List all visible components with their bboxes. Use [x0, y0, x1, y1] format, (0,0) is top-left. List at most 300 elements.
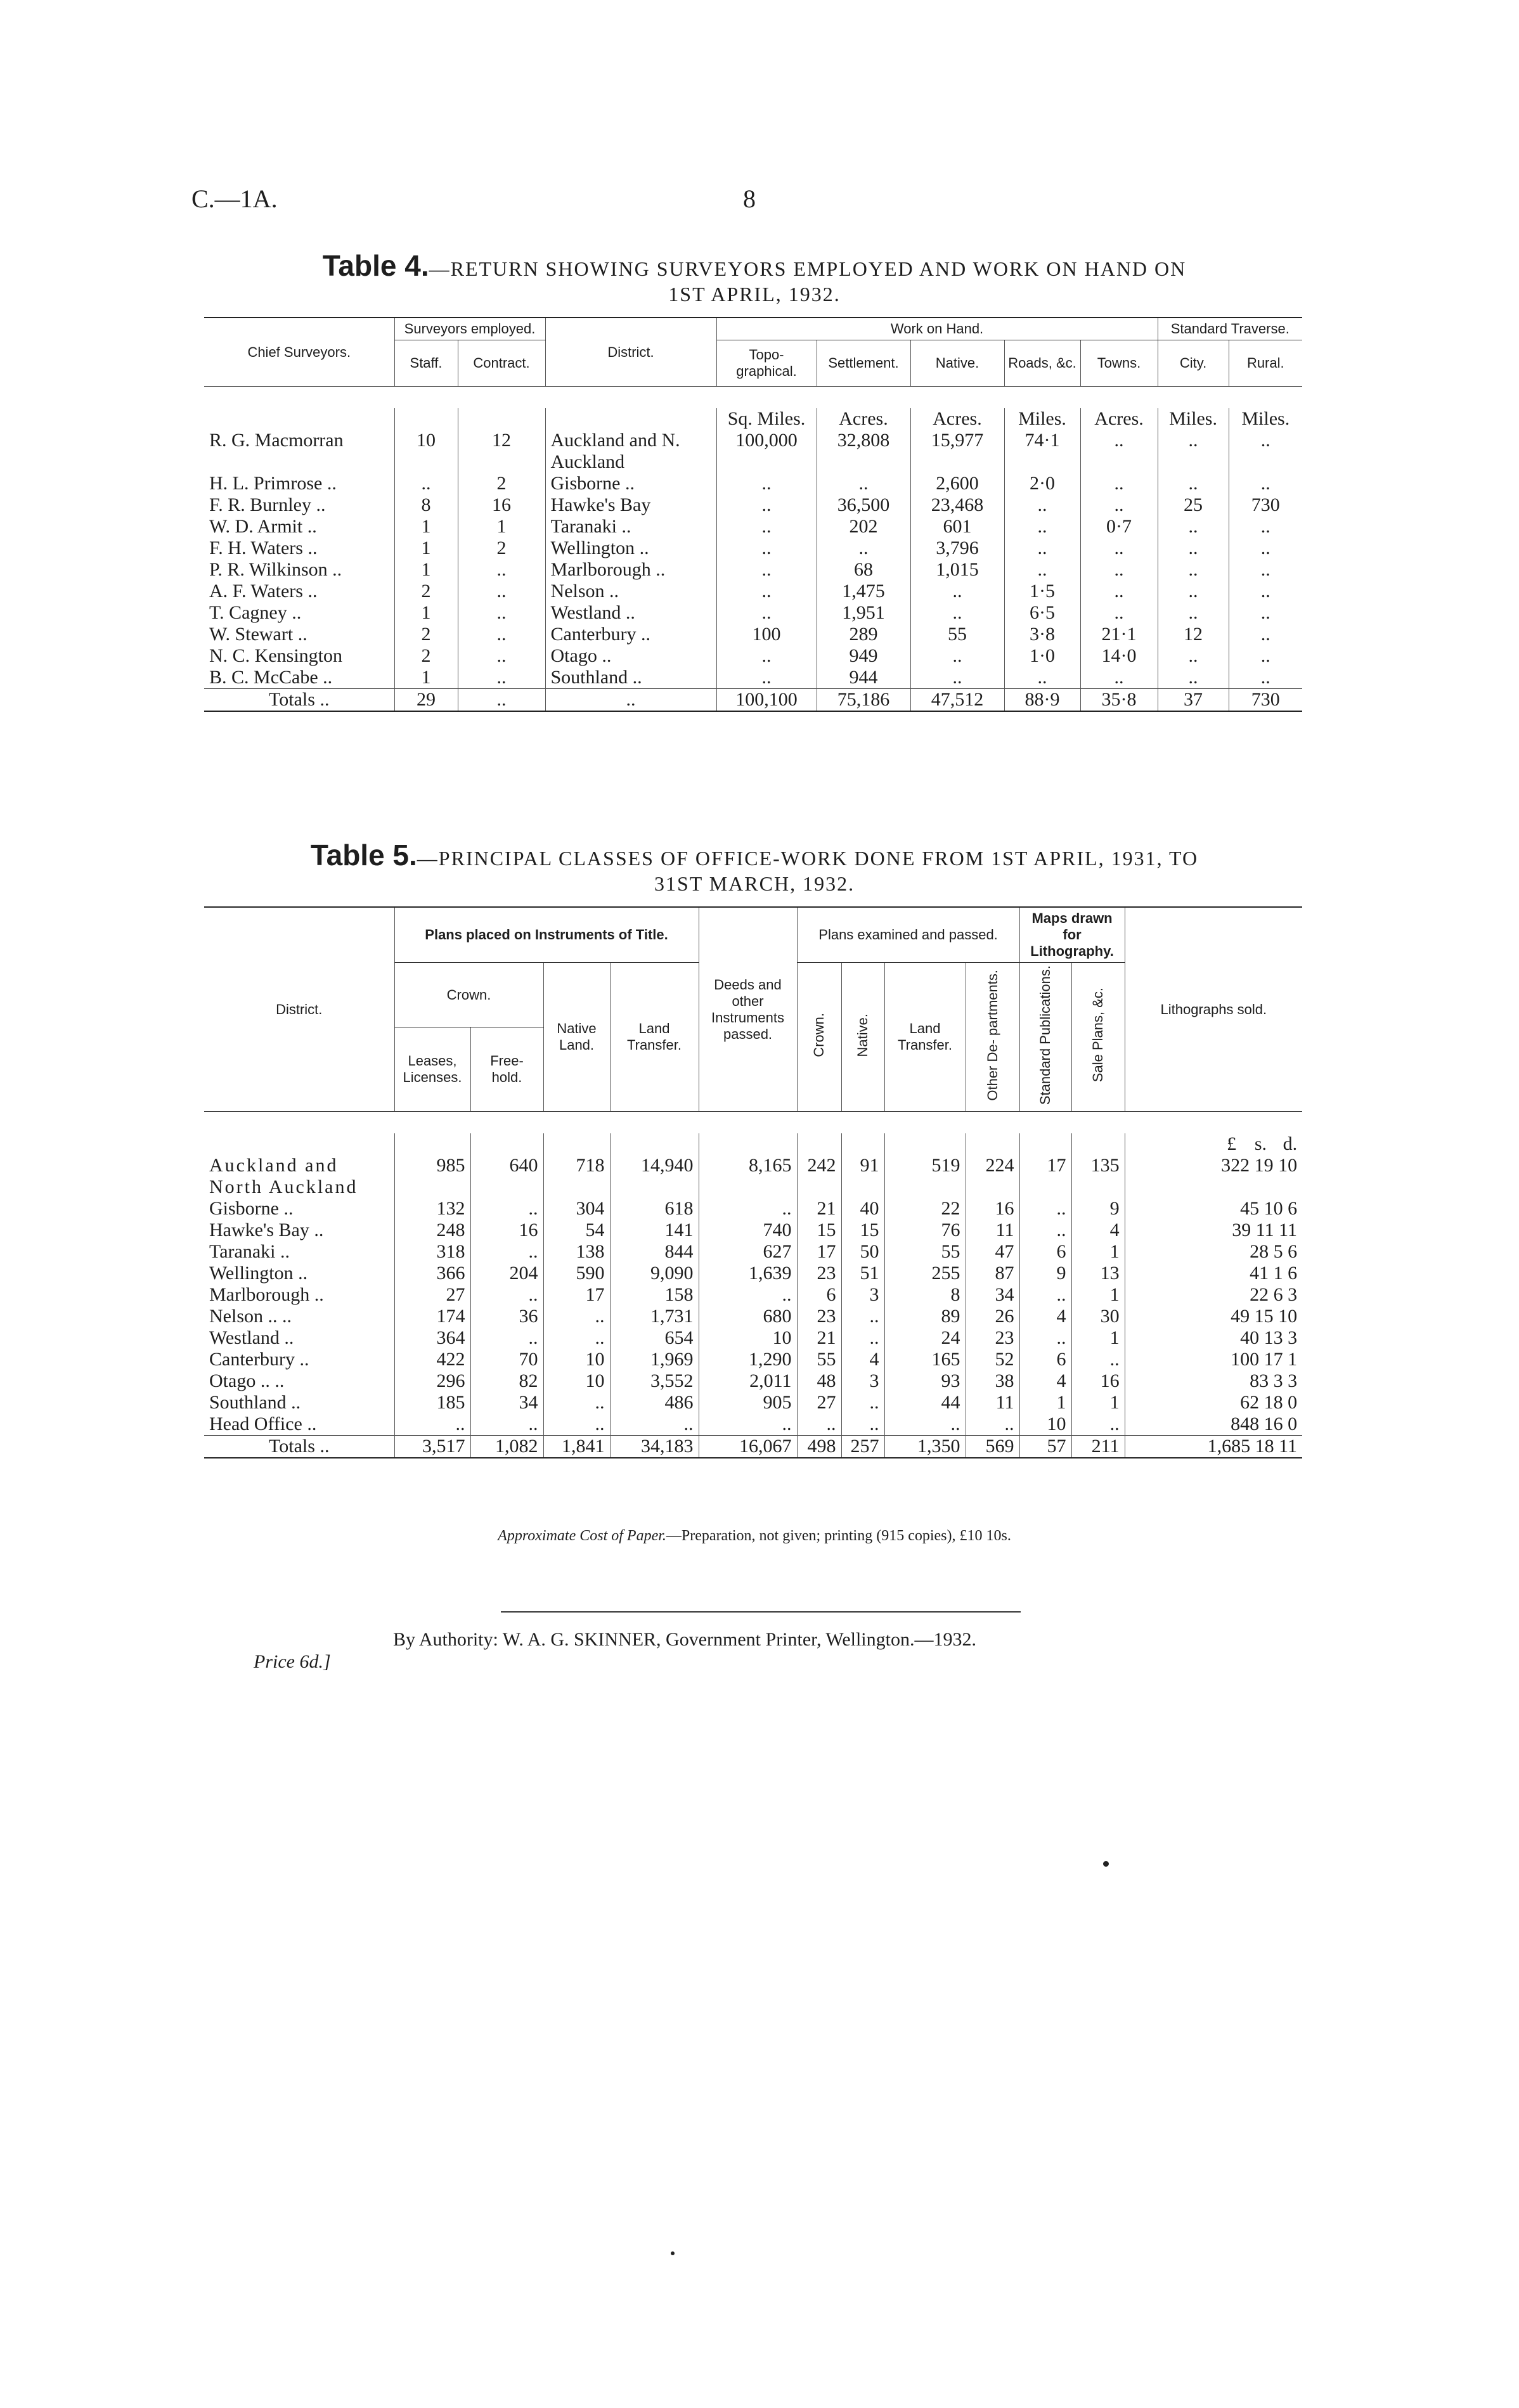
table5-cell: 132	[394, 1198, 470, 1220]
col-plans-placed: Plans placed on Instruments of Title.	[394, 907, 699, 963]
table4-row	[204, 624, 1302, 645]
table5-cell: 28 5 6	[1125, 1241, 1302, 1263]
table5-row	[204, 1392, 1302, 1413]
table4-cell: 202	[817, 516, 910, 538]
table4-cell: ..	[1004, 667, 1080, 689]
table4-cell: 1,951	[817, 602, 910, 624]
table4-cell: ..	[1229, 430, 1302, 473]
table4-title	[190, 248, 1319, 306]
col-sale-plans-label: Sale Plans, &c.	[1090, 988, 1106, 1083]
table5-cell: ..	[1071, 1349, 1125, 1370]
table4-cell: 1	[394, 516, 458, 538]
table5-total-cell: 498	[797, 1436, 841, 1458]
table4-cell: 1	[394, 538, 458, 559]
table4-body	[204, 387, 1302, 712]
table4-cell: 36,500	[817, 494, 910, 516]
table5-cell: ..	[610, 1413, 699, 1436]
table5-total-cell: 34,183	[610, 1436, 699, 1458]
table4-total-cell: 29	[394, 689, 458, 712]
table5-total-cell: Totals ..	[204, 1436, 394, 1458]
table5-cell: 9,090	[610, 1263, 699, 1284]
table4-cell: ..	[910, 667, 1004, 689]
col-deeds: Deeds and other Instruments passed.	[699, 907, 797, 1112]
table4-cell: 3·8	[1004, 624, 1080, 645]
table5-row	[204, 1413, 1302, 1436]
table5-cell: 8	[884, 1284, 966, 1306]
table4-cell: 14·0	[1080, 645, 1158, 667]
table4-title-line2: 1ST APRIL, 1932.	[668, 283, 841, 306]
table4-cell: Auckland and N. Auckland	[545, 430, 716, 473]
table4-cell: 2	[394, 581, 458, 602]
table5-cell: 30	[1071, 1306, 1125, 1327]
table4-cell: 8	[394, 494, 458, 516]
unit-label: Acres.	[910, 408, 1004, 430]
unit-label: Sq. Miles.	[716, 408, 817, 430]
table4-cell: ..	[1229, 516, 1302, 538]
table4-cell: 74·1	[1004, 430, 1080, 473]
table4-cell: ..	[1229, 624, 1302, 645]
table4-cell: 6·5	[1004, 602, 1080, 624]
table5-cell: 1,969	[610, 1349, 699, 1370]
units-cell-blank	[204, 408, 394, 430]
col-lithographs: Lithographs sold.	[1125, 907, 1302, 1112]
table4-row	[204, 667, 1302, 689]
table4-cell: 1,015	[910, 559, 1004, 581]
col-land-transfer: Land Transfer.	[610, 963, 699, 1112]
table5-cell: 486	[610, 1392, 699, 1413]
table4-cell: ..	[1004, 494, 1080, 516]
units-cell-blank	[394, 1133, 470, 1155]
table5-total-cell: 1,685 18 11	[1125, 1436, 1302, 1458]
table4-cell: Wellington ..	[545, 538, 716, 559]
table5-spacer-row	[204, 1112, 1302, 1134]
table5-cell: 48	[797, 1370, 841, 1392]
col-roads: Roads, &c.	[1004, 340, 1080, 387]
table5-cell: 100 17 1	[1125, 1349, 1302, 1370]
table5-cell: 6	[1019, 1349, 1071, 1370]
table4-cell: T. Cagney ..	[209, 602, 302, 623]
col-standard-traverse: Standard Traverse.	[1158, 318, 1302, 340]
col-staff: Staff.	[394, 340, 458, 387]
col-chief-surveyors: Chief Surveyors.	[204, 318, 394, 387]
table4-row	[204, 516, 1302, 538]
table5-cell: Southland ..	[209, 1392, 301, 1413]
table4-cell: 949	[817, 645, 910, 667]
table5-cell: ..	[841, 1327, 884, 1349]
table4-cell: 3,796	[910, 538, 1004, 559]
col-crown: Crown.	[394, 963, 543, 1027]
unit-label: Acres.	[1080, 408, 1158, 430]
table4-cell: ..	[1080, 430, 1158, 473]
table5-cell: 11	[966, 1392, 1019, 1413]
table4-cell: ..	[1158, 430, 1229, 473]
col-native-examined	[841, 963, 884, 1112]
table4-cell: ..	[394, 473, 458, 494]
col-standard-publications	[1019, 963, 1071, 1112]
table4-cell: Otago ..	[545, 645, 716, 667]
table5-cell: 1,731	[610, 1306, 699, 1327]
table4-cell: Marlborough ..	[545, 559, 716, 581]
table5-cell: 93	[884, 1370, 966, 1392]
table5-cell: 1,639	[699, 1263, 797, 1284]
table5-cell: 40	[841, 1198, 884, 1220]
table5-cell: 10	[543, 1370, 610, 1392]
table5-cell: Wellington ..	[209, 1263, 308, 1284]
table4-cell: 32,808	[817, 430, 910, 473]
table5-row	[204, 1198, 1302, 1220]
table5-cell: 627	[699, 1241, 797, 1263]
col-other-departments-label: Other De- partments.	[984, 969, 1000, 1101]
table4-cell: ..	[1080, 538, 1158, 559]
table4-cell: ..	[458, 667, 545, 689]
table5-cell: 640	[470, 1155, 543, 1198]
table5-cell: ..	[841, 1306, 884, 1327]
table4-cell: ..	[1080, 602, 1158, 624]
table5-cell: ..	[884, 1413, 966, 1436]
table5-row	[204, 1370, 1302, 1392]
currency-units	[1125, 1133, 1302, 1155]
table4-row	[204, 430, 1302, 473]
table5-cell: ..	[470, 1241, 543, 1263]
table5-cell: 680	[699, 1306, 797, 1327]
units-cell-blank	[610, 1133, 699, 1155]
table4-cell: Taranaki ..	[545, 516, 716, 538]
table5-cell: 1	[1071, 1284, 1125, 1306]
table4-cell: N. C. Kensington	[209, 645, 342, 666]
table4-title-prefix: Table 4.	[322, 249, 429, 282]
table4-cell: ..	[458, 581, 545, 602]
table4-cell: 2	[394, 624, 458, 645]
table4-cell: 2	[458, 473, 545, 494]
table5-cell: ..	[1071, 1413, 1125, 1436]
table5-cell: 718	[543, 1155, 610, 1198]
table5-cell: 40 13 3	[1125, 1327, 1302, 1349]
table4-total-cell: 47,512	[910, 689, 1004, 712]
table4-cell: ..	[716, 473, 817, 494]
table5-cell: 41 1 6	[1125, 1263, 1302, 1284]
table5-cell: 141	[610, 1220, 699, 1241]
table4-cell: ..	[1080, 667, 1158, 689]
table5-title-rest: —PRINCIPAL CLASSES OF OFFICE-WORK DONE FROM 1ST APRIL, 1931, TO	[417, 847, 1199, 870]
table5-cell: 10	[1019, 1413, 1071, 1436]
table5-cell: 1	[1071, 1327, 1125, 1349]
table5-row	[204, 1349, 1302, 1370]
table5-cell: ..	[543, 1392, 610, 1413]
cost-text: —Preparation, not given; printing (915 copies), £10 10s.	[666, 1528, 1011, 1544]
page-number: 8	[743, 184, 756, 213]
table4-cell: 1	[394, 559, 458, 581]
table4-cell: Southland ..	[545, 667, 716, 689]
table5-units-row	[204, 1133, 1302, 1155]
table4-cell: 2·0	[1004, 473, 1080, 494]
table4-cell: 1·5	[1004, 581, 1080, 602]
col-work-on-hand: Work on Hand.	[716, 318, 1158, 340]
units-cell-blank	[1071, 1133, 1125, 1155]
table4-cell: ..	[1080, 559, 1158, 581]
table5-cell: ..	[470, 1413, 543, 1436]
units-cell-blank	[458, 408, 545, 430]
table5-cell: ..	[699, 1284, 797, 1306]
table4-cell: ..	[1229, 473, 1302, 494]
table4-cell: ..	[1004, 538, 1080, 559]
table4-cell: 1,475	[817, 581, 910, 602]
col-maps-drawn: Maps drawn for Lithography.	[1019, 907, 1125, 963]
table4-cell: 2	[394, 645, 458, 667]
table5-cell: 6	[1019, 1241, 1071, 1263]
table5-cell: 13	[1071, 1263, 1125, 1284]
col-settlement: Settlement.	[817, 340, 910, 387]
table5-cell: 985	[394, 1155, 470, 1198]
table5-cell: 55	[797, 1349, 841, 1370]
table4-row	[204, 494, 1302, 516]
table5	[204, 906, 1302, 1458]
table5-cell: 21	[797, 1198, 841, 1220]
table4-cell: 100	[716, 624, 817, 645]
table4-cell: ..	[1080, 473, 1158, 494]
table5-total-cell: 1,841	[543, 1436, 610, 1458]
table5-cell: 4	[1019, 1306, 1071, 1327]
table5-cell: 22	[884, 1198, 966, 1220]
table4-cell: W. D. Armit ..	[209, 516, 317, 537]
table5-cell: 87	[966, 1263, 1019, 1284]
table5-cell: 76	[884, 1220, 966, 1241]
table4-row	[204, 602, 1302, 624]
table5-cell: 23	[797, 1263, 841, 1284]
currency-unit: s.	[1254, 1133, 1267, 1155]
table5-cell: 62 18 0	[1125, 1392, 1302, 1413]
table5-cell: 54	[543, 1220, 610, 1241]
table5-cell: 185	[394, 1392, 470, 1413]
table5-cell: 17	[797, 1241, 841, 1263]
table4-cell: 944	[817, 667, 910, 689]
currency-unit: d.	[1283, 1133, 1298, 1155]
table5-total-cell: 3,517	[394, 1436, 470, 1458]
table5-cell: 3	[841, 1284, 884, 1306]
table4-cell: B. C. McCabe ..	[209, 667, 333, 688]
document-reference: C.—1A.	[191, 184, 278, 213]
col-land-transfer-examined: Land Transfer.	[884, 963, 966, 1112]
table5-cell: 654	[610, 1327, 699, 1349]
table4-cell: ..	[1158, 538, 1229, 559]
table4-row	[204, 538, 1302, 559]
table5-total-cell: 57	[1019, 1436, 1071, 1458]
table5-cell: 91	[841, 1155, 884, 1198]
table5-total-cell: 257	[841, 1436, 884, 1458]
table4-cell: ..	[910, 602, 1004, 624]
table5-cell: 318	[394, 1241, 470, 1263]
table5-cell: ..	[543, 1413, 610, 1436]
table5-cell: 27	[394, 1284, 470, 1306]
currency-unit: £	[1227, 1133, 1237, 1155]
table4-total-cell: ..	[545, 689, 716, 712]
col-freehold: Free- hold.	[470, 1027, 543, 1112]
table4-cell: ..	[1229, 559, 1302, 581]
col-surveyors-employed: Surveyors employed.	[394, 318, 545, 340]
table5-cell: 82	[470, 1370, 543, 1392]
unit-label: Acres.	[817, 408, 910, 430]
table5-cell: ..	[797, 1413, 841, 1436]
table5-cell: 422	[394, 1349, 470, 1370]
table5-total-cell: 569	[966, 1436, 1019, 1458]
table5-cell: ..	[470, 1198, 543, 1220]
table5-cell: 4	[841, 1349, 884, 1370]
units-cell-blank	[543, 1133, 610, 1155]
table4-cell: ..	[716, 645, 817, 667]
unit-label: Miles.	[1158, 408, 1229, 430]
table5-cell: 16	[966, 1198, 1019, 1220]
table5-cell: ..	[1019, 1198, 1071, 1220]
table5-cell: 36	[470, 1306, 543, 1327]
col-other-departments	[966, 963, 1019, 1112]
table5-cell: 49 15 10	[1125, 1306, 1302, 1327]
table5-cell: 364	[394, 1327, 470, 1349]
table4-cell: ..	[1158, 516, 1229, 538]
table4-cell: A. F. Waters ..	[209, 581, 318, 602]
table5-cell: Nelson .. ..	[209, 1306, 292, 1327]
table4-cell: ..	[1158, 473, 1229, 494]
table5-row	[204, 1241, 1302, 1263]
table5-cell: 45 10 6	[1125, 1198, 1302, 1220]
price-line: Price 6d.]	[254, 1651, 331, 1672]
col-standard-publications-label: Standard Publications.	[1037, 965, 1054, 1105]
table4-cell: 1	[394, 602, 458, 624]
table4-cell: 2,600	[910, 473, 1004, 494]
table4-cell: Hawke's Bay	[545, 494, 716, 516]
table4-total-cell: 100,100	[716, 689, 817, 712]
table4-cell: 10	[394, 430, 458, 473]
table4-cell: 289	[817, 624, 910, 645]
footer-rule	[501, 1611, 1021, 1613]
table4-cell: ..	[458, 645, 545, 667]
units-cell-blank	[394, 408, 458, 430]
table5-cell: 89	[884, 1306, 966, 1327]
table5-cell: 366	[394, 1263, 470, 1284]
table5-cell: 1,290	[699, 1349, 797, 1370]
table5-cell: 174	[394, 1306, 470, 1327]
table5-cell: ..	[470, 1327, 543, 1349]
table5-cell: 158	[610, 1284, 699, 1306]
table4-cell: R. G. Macmorran	[209, 430, 344, 451]
table5-cell: 10	[699, 1327, 797, 1349]
table5-cell: 304	[543, 1198, 610, 1220]
table5-cell: 138	[543, 1241, 610, 1263]
table5-cell: 519	[884, 1155, 966, 1198]
table4-cell: 601	[910, 516, 1004, 538]
table5-body	[204, 1112, 1302, 1458]
table4-total-cell: Totals ..	[204, 689, 394, 712]
table4-cell: W. Stewart ..	[209, 624, 307, 645]
table5-cell: 2,011	[699, 1370, 797, 1392]
table5-cell: 204	[470, 1263, 543, 1284]
table5-cell: 21	[797, 1327, 841, 1349]
table5-cell: 23	[797, 1306, 841, 1327]
spacer-cell	[204, 1112, 394, 1134]
table5-cell: 23	[966, 1327, 1019, 1349]
table4-units-row	[204, 408, 1302, 430]
table5-title-prefix: Table 5.	[310, 839, 417, 872]
table5-cell: ..	[1019, 1284, 1071, 1306]
table5-cell: 50	[841, 1241, 884, 1263]
table5-cell: ..	[543, 1306, 610, 1327]
table4-row	[204, 645, 1302, 667]
units-cell-blank	[470, 1133, 543, 1155]
col-plans-examined: Plans examined and passed.	[797, 907, 1019, 963]
table4-cell: ..	[1080, 581, 1158, 602]
col-crown-examined	[797, 963, 841, 1112]
table5-cell: 15	[841, 1220, 884, 1241]
col-leases: Leases, Licenses.	[394, 1027, 470, 1112]
table5-cell: 1	[1071, 1241, 1125, 1263]
table4-cell: ..	[716, 602, 817, 624]
table5-cell: Taranaki ..	[209, 1241, 290, 1263]
table4-cell: F. R. Burnley ..	[209, 494, 326, 515]
table5-cell: ..	[841, 1413, 884, 1436]
unit-label: Miles.	[1004, 408, 1080, 430]
units-cell-blank	[1019, 1133, 1071, 1155]
table5-cell: 38	[966, 1370, 1019, 1392]
table4-cell: ..	[458, 624, 545, 645]
table5-row	[204, 1327, 1302, 1349]
table4-cell: 15,977	[910, 430, 1004, 473]
table4-cell: 25	[1158, 494, 1229, 516]
table5-cell: 47	[966, 1241, 1019, 1263]
table4-cell: 21·1	[1080, 624, 1158, 645]
table4-cell: ..	[716, 538, 817, 559]
table4-total-cell: 88·9	[1004, 689, 1080, 712]
table4-cell: ..	[1158, 602, 1229, 624]
table5-title-line2: 31ST MARCH, 1932.	[654, 872, 855, 895]
table4-cell: 12	[458, 430, 545, 473]
col-topographical: Topo- graphical.	[716, 340, 817, 387]
table4-total-cell: 75,186	[817, 689, 910, 712]
table5-cell: ..	[699, 1198, 797, 1220]
table5-cell: 11	[966, 1220, 1019, 1241]
table4-cell: ..	[1158, 667, 1229, 689]
table5-cell: 590	[543, 1263, 610, 1284]
table4-cell: 730	[1229, 494, 1302, 516]
table4-totals-row	[204, 689, 1302, 712]
table4-cell: 2	[458, 538, 545, 559]
table5-cell: 322 19 10	[1125, 1155, 1302, 1198]
table4-row	[204, 559, 1302, 581]
table4-row	[204, 581, 1302, 602]
table5-cell: 14,940	[610, 1155, 699, 1198]
table4-cell: 55	[910, 624, 1004, 645]
units-cell-blank	[966, 1133, 1019, 1155]
table5-cell: ..	[1019, 1327, 1071, 1349]
col-native: Native.	[910, 340, 1004, 387]
table5-cell: 4	[1019, 1370, 1071, 1392]
table4-cell: 1	[458, 516, 545, 538]
table5-cell: ..	[966, 1413, 1019, 1436]
table4-cell: ..	[458, 559, 545, 581]
table5-cell: 3,552	[610, 1370, 699, 1392]
cost-label: Approximate Cost of Paper.	[498, 1528, 666, 1544]
table5-cell: Marlborough ..	[209, 1284, 324, 1306]
table5-cell: 255	[884, 1263, 966, 1284]
table5-cell: 242	[797, 1155, 841, 1198]
table4-total-cell: 37	[1158, 689, 1229, 712]
table4-cell: P. R. Wilkinson ..	[209, 559, 342, 580]
table5-cell: 17	[543, 1284, 610, 1306]
table5-totals-row	[204, 1436, 1302, 1458]
table5-row	[204, 1306, 1302, 1327]
table5-cell: Gisborne ..	[209, 1198, 294, 1220]
table5-cell: ..	[841, 1392, 884, 1413]
table5-cell: 740	[699, 1220, 797, 1241]
table5-cell: 16	[470, 1220, 543, 1241]
table4-cell: ..	[1229, 602, 1302, 624]
